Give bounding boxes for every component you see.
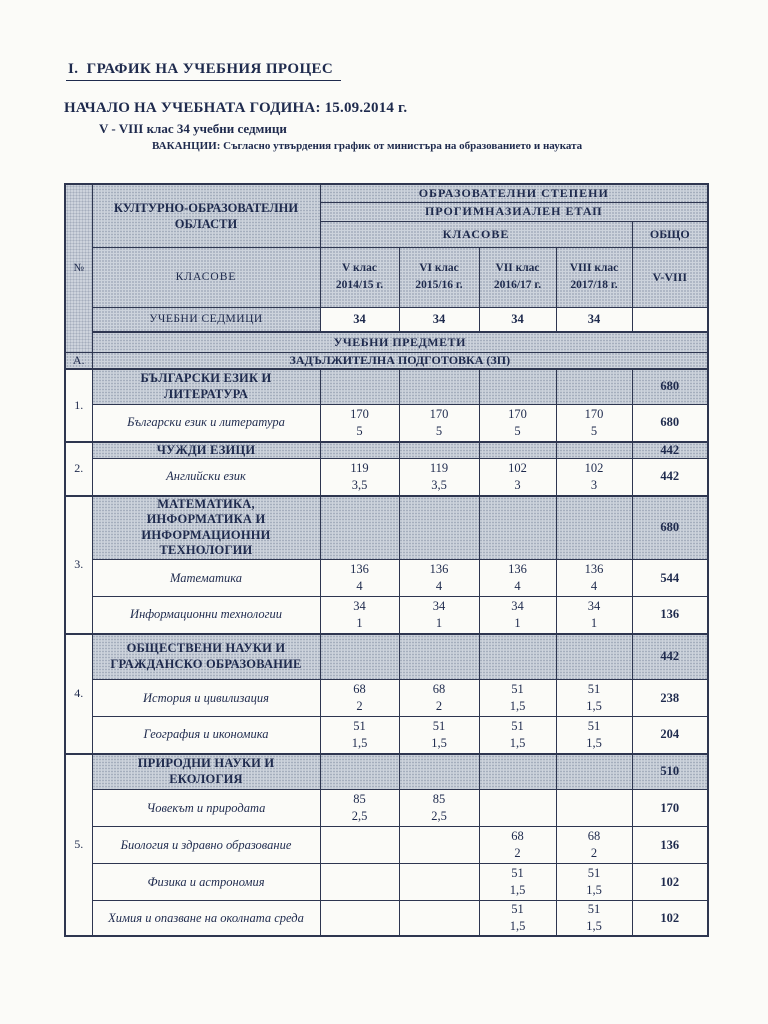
value-hours: 51 xyxy=(587,866,601,880)
value-weekly: 1,5 xyxy=(586,735,602,750)
value-weekly: 4 xyxy=(435,579,443,593)
subject-value-cell xyxy=(556,597,632,634)
weeks-value-cell: 34 xyxy=(320,307,399,332)
subject-value-cell xyxy=(556,901,632,937)
value-weekly: 2 xyxy=(590,846,598,860)
subject-total-cell: 170 xyxy=(632,790,708,827)
subject-row xyxy=(65,864,708,901)
subject-value-cell xyxy=(399,827,479,864)
subject-value-cell xyxy=(479,901,556,937)
group-total-cell: 442 xyxy=(632,442,708,459)
value-weekly: 2 xyxy=(514,846,521,860)
value-weekly: 1 xyxy=(356,615,363,630)
value-weekly: 1,5 xyxy=(586,919,602,933)
subject-name-cell: Английски език xyxy=(92,459,320,496)
group-area-label: ПРИРОДНИ НАУКИ И ЕКОЛОГИЯ xyxy=(137,756,275,786)
group-empty-cell xyxy=(479,442,556,459)
subject-row xyxy=(65,597,708,634)
subject-value-cell xyxy=(479,405,556,442)
value-weekly: 1,5 xyxy=(431,735,447,750)
class-col-vi xyxy=(399,247,479,307)
subject-value-cell xyxy=(479,560,556,597)
value-weekly: 2,5 xyxy=(351,809,368,823)
subject-name-cell: Химия и опазване на околната среда xyxy=(92,901,320,937)
subject-value-cell xyxy=(399,901,479,937)
value-weekly: 1 xyxy=(590,615,598,630)
value-hours: 170 xyxy=(584,406,604,421)
group-total-cell: 680 xyxy=(632,369,708,405)
value-weekly: 1,5 xyxy=(351,735,368,750)
group-no-cell: 4. xyxy=(65,634,92,754)
subject-total-cell: 136 xyxy=(632,827,708,864)
value-hours: 51 xyxy=(353,718,366,733)
group-no-cell: 1. xyxy=(65,369,92,442)
subject-name-cell: Математика xyxy=(92,560,320,597)
value-hours: 170 xyxy=(508,406,527,421)
group-no-cell: 3. xyxy=(65,496,92,634)
subject-total-cell: 102 xyxy=(632,901,708,937)
group-no-cell: 5. xyxy=(65,754,92,937)
group-area-label: ЧУЖДИ ЕЗИЦИ xyxy=(156,442,256,457)
section-row xyxy=(65,352,708,369)
subject-total-cell: 442 xyxy=(632,459,708,496)
study-weeks-line: V - VIII клас 34 учебни седмици xyxy=(99,121,287,136)
value-weekly: 5 xyxy=(514,423,521,438)
group-empty-cell xyxy=(320,634,399,680)
group-empty-cell xyxy=(399,496,479,560)
subject-row xyxy=(65,827,708,864)
value-hours: 119 xyxy=(350,460,369,475)
subject-name-cell: География и икономика xyxy=(92,717,320,754)
value-weekly: 3,5 xyxy=(431,477,447,492)
subject-value-cell xyxy=(479,864,556,901)
value-hours: 51 xyxy=(511,718,524,733)
subject-value-cell xyxy=(399,405,479,442)
value-hours: 34 xyxy=(587,598,601,613)
group-empty-cell xyxy=(399,754,479,790)
weeks-value-cell: 34 xyxy=(556,307,632,332)
subject-row xyxy=(65,459,708,496)
subject-value-cell xyxy=(479,717,556,754)
value-weekly: 3 xyxy=(514,477,521,492)
subject-row xyxy=(65,405,708,442)
group-area-row xyxy=(65,634,708,680)
group-empty-cell xyxy=(479,634,556,680)
class-col-vii xyxy=(479,247,556,307)
group-area-cell xyxy=(92,496,320,560)
group-empty-cell xyxy=(320,369,399,405)
subject-value-cell xyxy=(479,680,556,717)
group-total-cell: 442 xyxy=(632,634,708,680)
group-empty-cell xyxy=(479,496,556,560)
subject-row xyxy=(65,901,708,937)
class-name: VII клас xyxy=(495,262,540,274)
section-no-cell: А. xyxy=(65,352,92,369)
value-hours: 170 xyxy=(350,406,369,421)
subject-value-cell xyxy=(556,717,632,754)
value-hours: 136 xyxy=(584,562,604,576)
total-header-cell: ОБЩО xyxy=(632,221,708,247)
subject-value-cell xyxy=(556,680,632,717)
group-area-cell xyxy=(92,369,320,405)
weeks-row xyxy=(65,307,708,332)
classes-banner-cell: КЛАСОВЕ xyxy=(320,221,632,247)
subject-value-cell xyxy=(320,827,399,864)
classes-row-label: КЛАСОВЕ xyxy=(92,247,320,307)
subject-value-cell xyxy=(320,459,399,496)
group-area-cell xyxy=(92,442,320,459)
value-weekly: 1 xyxy=(435,615,443,630)
group-empty-cell xyxy=(556,442,632,459)
group-total-cell: 510 xyxy=(632,754,708,790)
subject-total-cell: 238 xyxy=(632,680,708,717)
value-hours: 85 xyxy=(432,792,446,806)
vacations-line: ВАКАНЦИИ: Съгласно утвърдения график от министъра на образованието и науката xyxy=(152,140,583,152)
group-empty-cell xyxy=(556,754,632,790)
group-area-label: ОБЩЕСТВЕНИ НАУКИ И ГРАЖДАНСКО ОБРАЗОВАНИЕ xyxy=(110,641,302,671)
group-empty-cell xyxy=(479,369,556,405)
subject-value-cell xyxy=(556,790,632,827)
value-hours: 51 xyxy=(511,866,524,880)
header-row-class-years xyxy=(65,247,708,307)
subject-value-cell xyxy=(399,790,479,827)
value-weekly: 1 xyxy=(514,615,521,630)
subject-value-cell xyxy=(399,864,479,901)
value-hours: 68 xyxy=(353,682,366,696)
value-hours: 51 xyxy=(587,718,601,733)
value-hours: 34 xyxy=(432,598,446,613)
group-empty-cell xyxy=(399,369,479,405)
value-hours: 68 xyxy=(587,829,601,843)
subject-total-cell: 102 xyxy=(632,864,708,901)
value-weekly: 1,5 xyxy=(586,883,602,897)
value-hours: 102 xyxy=(508,460,527,475)
value-hours: 136 xyxy=(350,562,369,576)
edu-levels-cell: ОБРАЗОВАТЕЛНИ СТЕПЕНИ xyxy=(320,184,708,202)
subject-value-cell xyxy=(320,560,399,597)
group-area-row xyxy=(65,369,708,405)
subject-value-cell xyxy=(479,459,556,496)
subject-name-cell: История и цивилизация xyxy=(92,680,320,717)
class-col-viii xyxy=(556,247,632,307)
subject-value-cell xyxy=(556,827,632,864)
group-empty-cell xyxy=(556,369,632,405)
value-hours: 51 xyxy=(511,682,524,696)
class-name: VIII клас xyxy=(569,262,619,274)
value-weekly: 4 xyxy=(356,579,363,593)
subject-total-cell: 544 xyxy=(632,560,708,597)
subject-name-cell: Български език и литература xyxy=(92,405,320,442)
subject-value-cell xyxy=(320,901,399,937)
value-weekly: 1,5 xyxy=(509,699,526,713)
group-no-cell: 2. xyxy=(65,442,92,496)
total-range-cell: V-VIII xyxy=(632,247,708,307)
value-hours: 102 xyxy=(584,460,604,475)
value-hours: 51 xyxy=(587,902,601,916)
subject-row xyxy=(65,790,708,827)
weeks-label-cell: УЧЕБНИ СЕДМИЦИ xyxy=(92,307,320,332)
value-hours: 51 xyxy=(587,682,601,696)
subject-value-cell xyxy=(556,405,632,442)
table-body xyxy=(65,184,708,936)
weeks-value-cell: 34 xyxy=(479,307,556,332)
school-year-start-line: НАЧАЛО НА УЧЕБНАТА ГОДИНА: 15.09.2014 г. xyxy=(64,100,408,116)
class-col-v xyxy=(320,247,399,307)
subject-value-cell xyxy=(320,680,399,717)
value-weekly: 4 xyxy=(514,579,521,593)
value-weekly: 2 xyxy=(356,699,363,713)
value-hours: 34 xyxy=(353,598,366,613)
subject-value-cell xyxy=(320,790,399,827)
area-header-label: КУЛТУРНО-ОБРАЗОВАТЕЛНИ ОБЛАСТИ xyxy=(113,200,299,231)
subject-value-cell xyxy=(399,717,479,754)
value-hours: 85 xyxy=(353,792,366,806)
group-area-cell xyxy=(92,754,320,790)
group-empty-cell xyxy=(556,634,632,680)
weeks-total-empty-cell xyxy=(632,307,708,332)
value-hours: 51 xyxy=(432,718,446,733)
value-weekly: 1,5 xyxy=(509,883,526,897)
group-total-cell: 680 xyxy=(632,496,708,560)
group-area-row xyxy=(65,754,708,790)
subject-value-cell xyxy=(399,459,479,496)
value-weekly: 3 xyxy=(590,477,598,492)
subject-value-cell xyxy=(556,864,632,901)
value-weekly: 3,5 xyxy=(351,477,368,492)
value-hours: 68 xyxy=(432,682,446,696)
subject-value-cell xyxy=(320,597,399,634)
page-title: I. ГРАФИК НА УЧЕБНИЯ ПРОЦЕС xyxy=(66,61,341,81)
group-area-cell xyxy=(92,634,320,680)
subject-name-cell: Информационни технологии xyxy=(92,597,320,634)
value-hours: 136 xyxy=(429,562,449,576)
subject-value-cell xyxy=(320,405,399,442)
subject-total-cell: 204 xyxy=(632,717,708,754)
value-weekly: 1,5 xyxy=(509,919,526,933)
area-header-cell xyxy=(92,184,320,247)
subject-value-cell xyxy=(479,597,556,634)
subjects-banner-row xyxy=(65,332,708,352)
value-hours: 51 xyxy=(511,902,524,916)
subject-total-cell: 680 xyxy=(632,405,708,442)
subject-total-cell: 136 xyxy=(632,597,708,634)
class-name: V клас xyxy=(342,262,377,274)
group-empty-cell xyxy=(399,442,479,459)
group-empty-cell xyxy=(320,496,399,560)
subjects-banner-cell: УЧЕБНИ ПРЕДМЕТИ xyxy=(92,332,708,352)
value-hours: 34 xyxy=(511,598,524,613)
value-hours: 136 xyxy=(508,562,527,576)
class-year: 2016/17 г. xyxy=(493,279,542,291)
subject-value-cell xyxy=(320,864,399,901)
group-empty-cell xyxy=(320,754,399,790)
value-weekly: 5 xyxy=(435,423,443,438)
subject-row xyxy=(65,680,708,717)
subject-name-cell: Биология и здравно образование xyxy=(92,827,320,864)
subject-value-cell xyxy=(556,560,632,597)
stage-cell: ПРОГИМНАЗИАЛЕН ЕТАП xyxy=(320,202,708,221)
curriculum-table xyxy=(64,183,709,937)
subject-value-cell xyxy=(399,560,479,597)
group-area-row xyxy=(65,442,708,459)
class-name: VI клас xyxy=(419,262,459,274)
class-year: 2015/16 г. xyxy=(415,279,463,291)
subject-value-cell xyxy=(479,827,556,864)
value-weekly: 1,5 xyxy=(509,735,526,750)
subject-value-cell xyxy=(479,790,556,827)
group-empty-cell xyxy=(320,442,399,459)
weeks-value-cell: 34 xyxy=(399,307,479,332)
subject-name-cell: Човекът и природата xyxy=(92,790,320,827)
group-empty-cell xyxy=(479,754,556,790)
value-weekly: 4 xyxy=(590,579,598,593)
value-weekly: 5 xyxy=(590,423,598,438)
value-weekly: 1,5 xyxy=(586,699,602,713)
value-weekly: 2,5 xyxy=(431,809,447,823)
value-weekly: 5 xyxy=(356,423,363,438)
subject-row xyxy=(65,560,708,597)
class-year: 2017/18 г. xyxy=(570,279,618,291)
subject-value-cell xyxy=(399,680,479,717)
group-empty-cell xyxy=(399,634,479,680)
subject-value-cell xyxy=(399,597,479,634)
group-area-label: МАТЕМАТИКА, ИНФОРМАТИКА И ИНФОРМАЦИОННИ ТЕХНОЛОГИИ xyxy=(141,496,271,558)
number-column-header: № xyxy=(65,184,92,352)
subject-value-cell xyxy=(556,459,632,496)
value-hours: 170 xyxy=(429,406,449,421)
value-hours: 68 xyxy=(511,829,524,843)
class-year: 2014/15 г. xyxy=(335,279,384,291)
subject-value-cell xyxy=(320,717,399,754)
section-title-cell: ЗАДЪЛЖИТЕЛНА ПОДГОТОВКА (ЗП) xyxy=(92,352,708,369)
subject-name-cell: Физика и астрономия xyxy=(92,864,320,901)
subject-row xyxy=(65,717,708,754)
value-hours: 119 xyxy=(429,460,449,475)
value-weekly: 2 xyxy=(435,699,443,713)
group-empty-cell xyxy=(556,496,632,560)
header-row-edu-levels xyxy=(65,184,708,202)
group-area-label: БЪЛГАРСКИ ЕЗИК И ЛИТЕРАТУРА xyxy=(140,371,272,401)
group-area-row xyxy=(65,496,708,560)
